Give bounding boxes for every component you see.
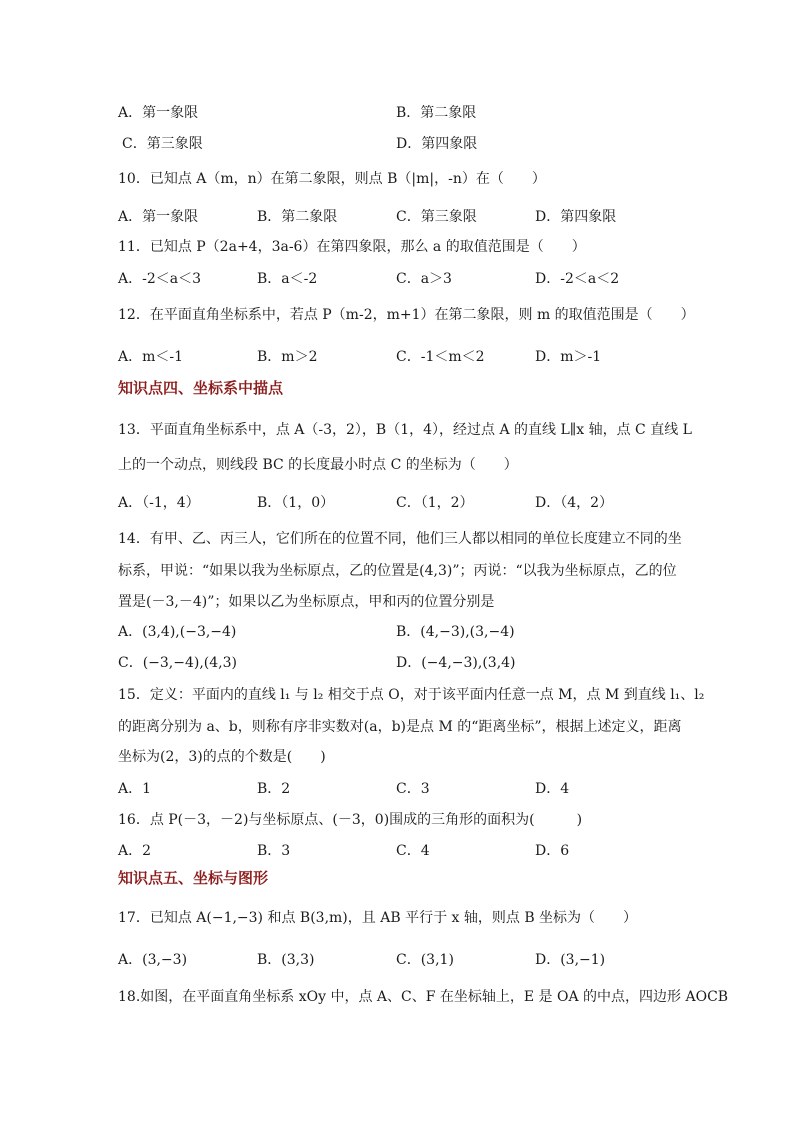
q15-option-d: D．4: [535, 781, 570, 797]
q14-option-c: C．(−3,−4),(4,3): [118, 655, 237, 671]
q15-option-a: A．1: [118, 781, 152, 797]
q13-option-a: A．（-1，4）: [118, 495, 200, 511]
q16-option-c: C．4: [396, 843, 430, 859]
q15-option-b: B．2: [257, 781, 291, 797]
q12-option-c: C．-1＜m＜2: [396, 349, 485, 365]
q16-option-d: D．6: [535, 843, 570, 859]
q16-stem: 16．点 P(－3，－2)与坐标原点、(－3，0)围成的三角形的面积为( ): [118, 812, 583, 828]
q10-stem: 10．已知点 A（m，n）在第二象限，则点 B（|m|，-n）在（ ）: [118, 171, 546, 187]
q14-stem-line1: 14．有甲、乙、丙三人，它们所在的位置不同，他们三人都以相同的单位长度建立不同的坐: [118, 531, 682, 547]
q13-option-c: C．（1，2）: [396, 495, 474, 511]
q9-option-c: C．第三象限: [122, 136, 203, 152]
q15-stem-line2: 的距离分别为 a、b，则称有序非实数对(a，b)是点 M 的“距离坐标”，根据上述定义，距离: [118, 719, 682, 735]
q10-option-c: C．第三象限: [396, 209, 477, 225]
q17-stem: 17．已知点 A(−1,−3) 和点 B(3,m)，且 AB 平行于 x 轴，则点 B 坐标为（ ）: [118, 910, 638, 926]
q10-option-b: B．第二象限: [257, 209, 338, 225]
q14-option-b: B．(4,−3),(3,−4): [396, 624, 515, 640]
q17-option-b: B．(3,3): [257, 952, 315, 968]
q16-option-a: A．2: [118, 843, 152, 859]
q15-stem-line3: 坐标为(2，3)的点的个数是( ): [118, 749, 326, 765]
section-heading-5: 知识点五、坐标与图形: [118, 869, 269, 887]
q15-stem-line1: 15．定义：平面内的直线 l₁ 与 l₂ 相交于点 O，对于该平面内任意一点 M，点 M 到直线 l₁、l₂: [118, 687, 705, 703]
q13-stem-line2: 上的一个动点，则线段 BC 的长度最小时点 C 的坐标为（ ）: [118, 457, 518, 473]
q12-option-b: B．m＞2: [257, 349, 318, 365]
q14-option-a: A．(3,4),(−3,−4): [118, 624, 237, 640]
q12-option-a: A．m＜-1: [118, 349, 184, 365]
q13-stem-line1: 13．平面直角坐标系中，点 A（-3，2），B（1，4），经过点 A 的直线 L∥x 轴，点 C 直线 L: [118, 422, 692, 438]
q11-option-a: A．-2＜a＜3: [118, 271, 202, 287]
q17-option-d: D．(3,−1): [535, 952, 606, 968]
q11-stem: 11．已知点 P（2a+4，3a-6）在第四象限，那么 a 的取值范围是（ ）: [118, 239, 586, 255]
q13-option-d: D．（4，2）: [535, 495, 614, 511]
q12-option-d: D．m＞-1: [535, 349, 602, 365]
q14-stem-line3: 置是(－3,－4)”；如果以乙为坐标原点，甲和丙的位置分别是: [118, 594, 495, 610]
q10-option-a: A．第一象限: [118, 209, 199, 225]
q14-option-d: D．(−4,−3),(3,4): [396, 655, 516, 671]
q9-option-b: B．第二象限: [396, 105, 477, 121]
q12-stem: 12．在平面直角坐标系中，若点 P（m-2，m+1）在第二象限，则 m 的取值范围是（ ）: [118, 307, 695, 323]
q17-option-c: C．(3,1): [396, 952, 454, 968]
q9-option-d: D．第四象限: [396, 136, 478, 152]
q18-stem: 18.如图，在平面直角坐标系 xOy 中，点 A、C、F 在坐标轴上，E 是 OA 的中点，四边形 AOCB: [118, 989, 729, 1005]
q17-option-a: A．(3,−3): [118, 952, 188, 968]
q16-option-b: B．3: [257, 843, 291, 859]
q13-option-b: B．（1，0）: [257, 495, 335, 511]
q11-option-b: B．a＜-2: [257, 271, 318, 287]
q10-option-d: D．第四象限: [535, 209, 617, 225]
q9-option-a: A．第一象限: [118, 105, 199, 121]
q11-option-d: D．-2＜a＜2: [535, 271, 620, 287]
q11-option-c: C．a＞3: [396, 271, 452, 287]
q14-stem-line2: 标系，甲说：“如果以我为坐标原点，乙的位置是(4,3)”；丙说：“以我为坐标原点，乙的位: [118, 563, 677, 579]
section-heading-4: 知识点四、坐标系中描点: [118, 379, 284, 397]
q15-option-c: C．3: [396, 781, 430, 797]
